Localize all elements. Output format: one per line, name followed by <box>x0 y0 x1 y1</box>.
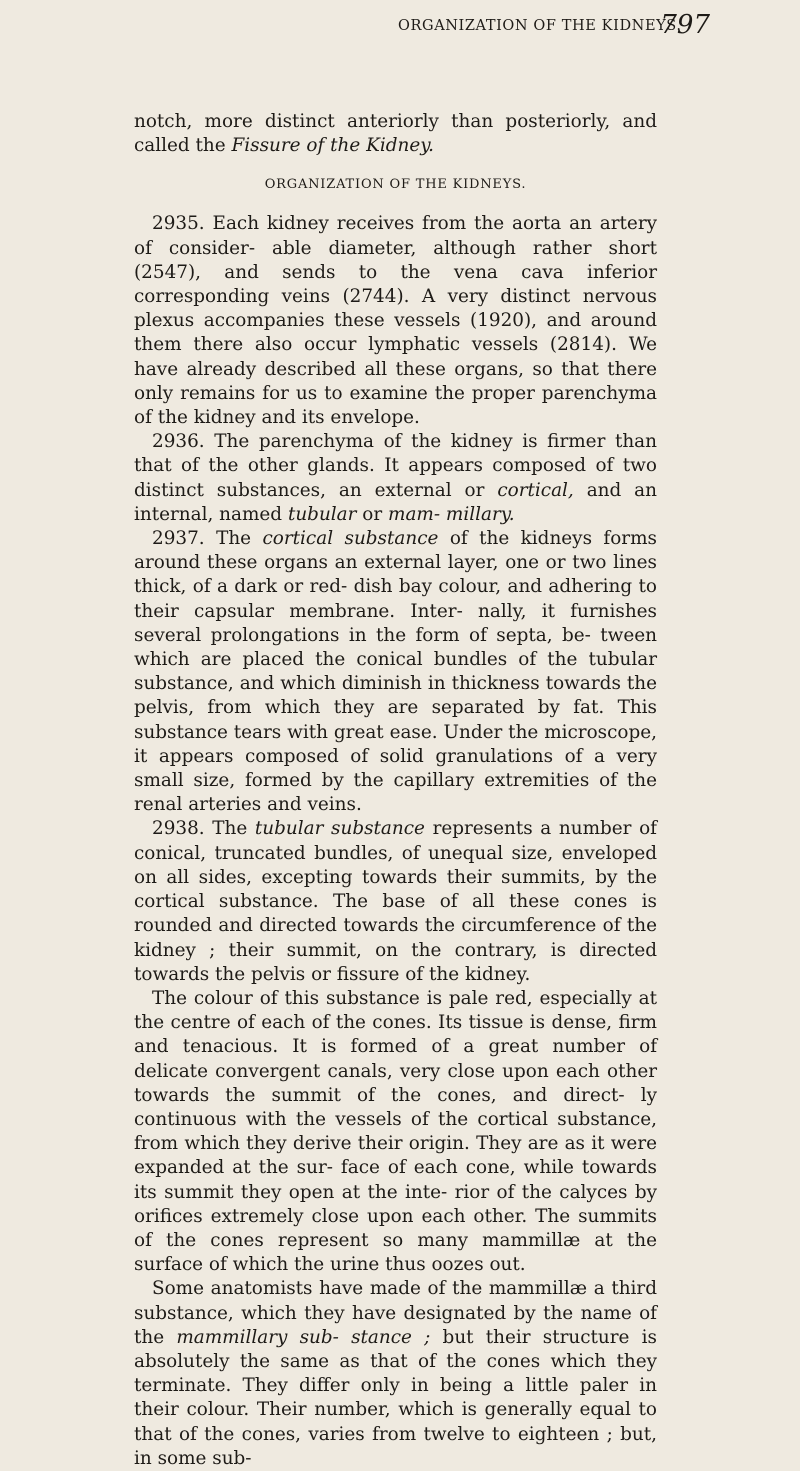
paragraph-2935: 2935. Each kidney receives from the aorta an artery of consider- able diameter, although rather short (2547), and sends to the vena cava inferior corresponding veins (2744). A very distinct nervous plexus accompanies these vessels (1920), and around them there also occur lymphatic vessels (2814). We have already described all these organs, so that there only remains for us to examine the proper parenchyma of the kidney and its envelope. <box>134 213 657 429</box>
body-text <box>134 110 657 1471</box>
p2936-text-b: and an internal, named <box>134 479 657 525</box>
intro-italic: Fissure of the Kidney. <box>231 135 434 157</box>
p2936-italic-cortical: cortical, <box>497 479 574 501</box>
paragraph-2936 <box>134 430 657 527</box>
p2937-text-b: of the kidneys forms around these organs an external layer, one or two lines thick, of a dark or red- dish bay colour, and adhering to their capsular membrane. Inter- nally, it furnishes several prolongations in the form of septa, be- tween which are placed the conical bundles of the tubular substance, and which diminish in thickness towards the pelvis, from which they are separated by fat. This substance tears with great ease. Under the microscope, it appears composed of solid granulations of a very small size, formed by the capillary extremities of the renal arteries and veins. <box>134 528 657 816</box>
page-number: 797 <box>660 10 710 40</box>
section-heading: ORGANIZATION OF THE KIDNEYS. <box>264 177 527 193</box>
p2936-italic-tubular: tubular <box>287 503 357 525</box>
running-head <box>134 10 710 40</box>
p2936-text-a: 2936. The parenchyma of the kidney is firmer than that of the other glands. It appears composed of two distinct substances, an external or <box>134 431 657 501</box>
intro-text: notch, more distinct anteriorly than posteriorly, and called the <box>134 111 657 157</box>
p2936-italic-mammillary: mam- millary. <box>388 503 515 525</box>
paragraph-2938 <box>134 817 657 986</box>
p2938-italic-tubular-substance: tubular substance <box>254 818 425 840</box>
p2938-text-b: represents a number of conical, truncated bundles, of unequal size, enveloped on all sides, excepting towards their summits, by the cortical substance. The base of all these cones is rounded and directed towards the circumference of the kidney ; their summit, on the contrary, is directed towards the pelvis or fissure of the kidney. <box>134 818 657 985</box>
p-some-text-a: Some anatomists have made of the mammillæ a third substance, which they have designated by the name of the <box>134 1278 657 1348</box>
p2936-text-c: or <box>362 503 383 525</box>
p2938-text-a: 2938. The <box>152 818 248 840</box>
p2937-text-a: 2937. The <box>152 528 252 550</box>
running-title: ORGANIZATION OF THE KIDNEYS. <box>398 18 682 34</box>
paragraph-some-anatomists <box>134 1277 657 1471</box>
p2937-italic-cortical-substance: cortical substance <box>262 528 439 550</box>
paragraph-2937 <box>134 527 657 817</box>
p-some-italic-mammillary-substance: mammillary sub- stance ; <box>176 1326 431 1348</box>
intro-paragraph <box>134 110 657 158</box>
p-some-text-b: but their structure is absolutely the same as that of the cones which they terminate. They differ only in being a little paler in their colour. Their number, which is generally equal to that of the cones, varies from twelve to eighteen ; but, in some sub- <box>134 1326 657 1469</box>
paragraph-colour: The colour of this substance is pale red, especially at the centre of each of the cones. Its tissue is dense, firm and tenacious. It is formed of a great number of delicate convergent canals, very close upon each other towards the summit of the cones, and direct- ly continuous with the vessels of the cortical substance, from which they derive their origin. They are as it were expanded at the sur- face of each cone, while towards its summit they open at the inte- rior of the calyces by orifices extremely close upon each other. The summits of the cones represent so many mammillæ at the surface of which the urine thus oozes out. <box>134 987 657 1276</box>
